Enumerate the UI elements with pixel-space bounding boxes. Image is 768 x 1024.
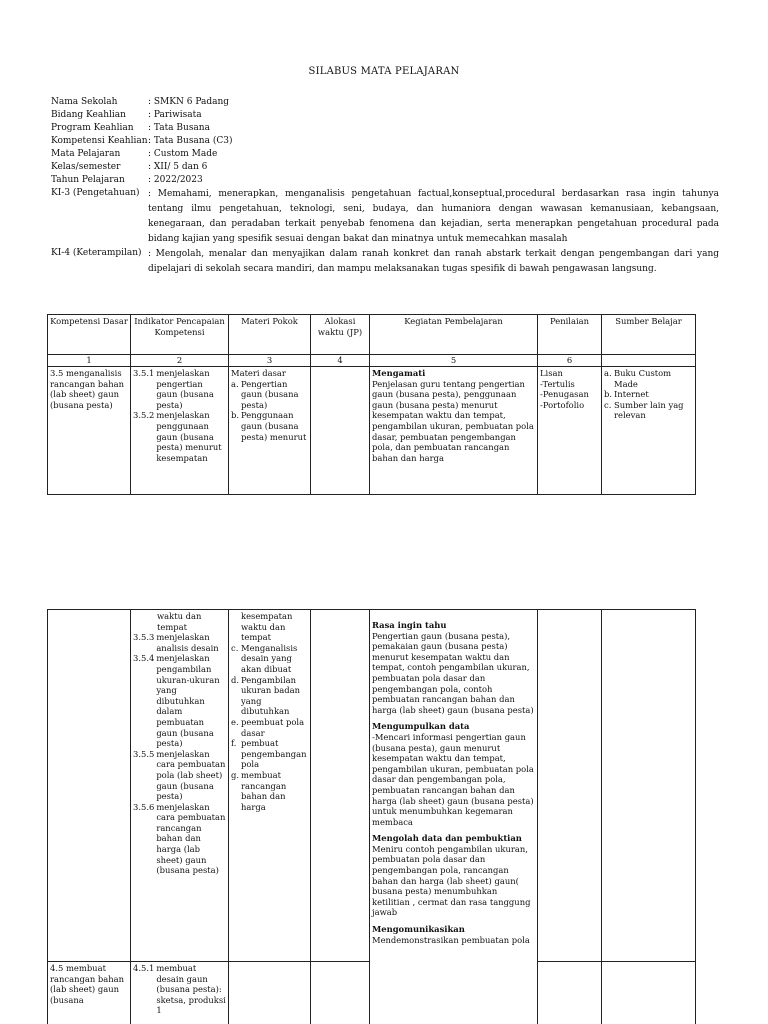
kegiatan-cell bbox=[370, 610, 538, 1024]
document-title: SILABUS MATA PELAJARAN bbox=[308, 66, 460, 77]
kegiatan-section-text: Meniru contoh pengambilan ukuran, pembuatan pola dasar dan pengembangan pola, rancangan bahan dan harga (lab sheet) gaun( busana pesta) menumbuhkan ketilitian , cermat dan rasa tanggung jawab bbox=[372, 843, 531, 918]
sumber-cell bbox=[602, 610, 696, 962]
alokasi-cell bbox=[311, 610, 370, 962]
header-sumber-belajar: Sumber Belajar bbox=[602, 315, 696, 355]
list-item bbox=[604, 368, 693, 389]
sumber-list bbox=[604, 368, 693, 421]
indicator-item bbox=[133, 749, 226, 802]
column-number bbox=[602, 355, 696, 367]
kd-cell bbox=[48, 610, 131, 962]
header-indikator: Indikator Pencapaian Kompetensi bbox=[131, 315, 229, 355]
table-row bbox=[48, 367, 696, 495]
indicator-number: 4.5.1 bbox=[133, 963, 155, 973]
list-text: Pengertian gaun (busana pesta) bbox=[241, 378, 299, 410]
meta-label: Kelas/semester bbox=[51, 162, 121, 172]
list-item bbox=[231, 410, 308, 442]
alokasi-cell bbox=[311, 367, 370, 495]
kegiatan-cell bbox=[370, 367, 538, 495]
indicator-text: menjelaskan cara pembuatan pola (lab sheet) gaun (busana pesta) bbox=[156, 748, 226, 802]
ki4-value: : Mengolah, menalar dan menyajikan dalam ranah konkret dan ranah abstark terkait dengan pengembangan dari yang dipelajari di sekolah secara mandiri, dan mampu melaksanakan tugas spesifik di bawah pengawasan langsung. bbox=[148, 249, 719, 274]
syllabus-table-continued bbox=[47, 609, 696, 1024]
meta-label: Bidang Keahlian bbox=[51, 110, 126, 120]
table-header-row bbox=[48, 315, 696, 355]
ki4-label: KI-4 (Keterampilan) bbox=[51, 248, 142, 258]
list-item bbox=[231, 717, 308, 738]
indicator-item bbox=[133, 410, 226, 463]
list-item bbox=[231, 379, 308, 411]
materi-continuation: kesempatan waktu dan tempat bbox=[241, 611, 293, 643]
meta-row bbox=[51, 96, 719, 109]
list-text: Pengambilan ukuran badan yang dibutuhkan bbox=[241, 674, 301, 717]
indicator-number: 3.5.4 bbox=[133, 653, 155, 664]
indicator-text: menjelaskan analisis desain bbox=[156, 632, 219, 653]
ki3-value: : Memahami, menerapkan, menganalisis pengetahuan factual,konseptual,procedural berdasarkan rasa ingin tahunya tentang ilmu pengetahuan, teknologi, seni, budaya, dan humaniora dengan wawasan kemanusiaan, kebangsaan, kenegaraan, dan peradaban terkait penyebab fenomena dan kejadian, serta menerapkan pengetahuan procedural pada bidang kajian yang spesifik sesuai dengan bakat dan minatnya untuk memecahkan masalah bbox=[148, 189, 719, 244]
materi-list bbox=[231, 379, 308, 443]
kegiatan-section-text: Mendemonstrasikan pembuatan pola bbox=[372, 934, 530, 945]
meta-value: : Pariwisata bbox=[148, 110, 202, 120]
materi-cell bbox=[229, 962, 311, 1024]
header-kompetensi-dasar: Kompetensi Dasar bbox=[48, 315, 131, 355]
indicator-text: menjelaskan cara pembuatan rancangan bahan dan harga (lab sheet) gaun (busana pesta) bbox=[156, 801, 226, 876]
list-item bbox=[231, 770, 308, 812]
list-text: Sumber lain yag relevan bbox=[614, 399, 684, 421]
header-kegiatan: Kegiatan Pembelajaran bbox=[370, 315, 538, 355]
meta-label: Mata Pelajaran bbox=[51, 149, 121, 159]
column-number: 4 bbox=[311, 355, 370, 367]
meta-value: : Custom Made bbox=[148, 149, 218, 159]
materi-intro: Materi dasar bbox=[231, 368, 286, 378]
penilaian-item: Lisan bbox=[540, 368, 563, 378]
alokasi-cell bbox=[311, 962, 370, 1024]
list-marker: g. bbox=[231, 769, 240, 780]
kegiatan-title: Mengamati bbox=[372, 368, 426, 378]
meta-value: : Tata Busana (C3) bbox=[148, 136, 233, 146]
column-number-row bbox=[48, 355, 696, 367]
meta-row bbox=[51, 135, 719, 148]
materi-list bbox=[231, 643, 308, 813]
meta-row bbox=[51, 148, 719, 161]
header-penilaian: Penilaian bbox=[538, 315, 602, 355]
meta-value: : SMKN 6 Padang bbox=[148, 97, 230, 107]
penilaian-cell bbox=[538, 610, 602, 962]
indicator-text: membuat desain gaun (busana pesta): sketsa, produksi 1 bbox=[156, 963, 226, 1016]
kd-text: 3.5 menganalisis rancangan bahan (lab sheet) gaun (busana pesta) bbox=[50, 368, 125, 410]
meta-value: : 2022/2023 bbox=[148, 175, 203, 185]
list-text: peembuat pola dasar bbox=[241, 716, 305, 738]
list-text: membuat rancangan bahan dan harga bbox=[241, 769, 287, 812]
indicator-number: 3.5.6 bbox=[133, 801, 155, 812]
indicator-item bbox=[133, 802, 226, 876]
indicator-continuation: waktu dan tempat bbox=[157, 611, 202, 632]
list-marker: a. bbox=[231, 378, 239, 389]
header-materi-pokok: Materi Pokok bbox=[229, 315, 311, 355]
list-marker: f. bbox=[231, 738, 237, 749]
column-number: 5 bbox=[370, 355, 538, 367]
indicator-number: 3.5.5 bbox=[133, 748, 155, 759]
syllabus-table bbox=[47, 314, 696, 495]
indicator-number: 3.5.1 bbox=[133, 368, 155, 378]
list-item bbox=[604, 389, 693, 400]
sumber-cell bbox=[602, 367, 696, 495]
list-marker: c. bbox=[604, 399, 612, 410]
list-marker: b. bbox=[604, 389, 613, 400]
meta-label: Program Keahlian bbox=[51, 123, 134, 133]
meta-value: : XII/ 5 dan 6 bbox=[148, 162, 208, 172]
kegiatan-section-title: Mengolah data dan pembuktian bbox=[372, 833, 522, 844]
indicator-number: 3.5.2 bbox=[133, 410, 155, 421]
indicator-text: menjelaskan pengambilan ukuran-ukuran yang dibutuhkan dalam pembuatan gaun (busana pesta) bbox=[156, 653, 220, 749]
meta-row bbox=[51, 161, 719, 174]
list-item bbox=[231, 738, 308, 770]
materi-cell bbox=[229, 610, 311, 962]
meta-row bbox=[51, 122, 719, 135]
indicator-item bbox=[133, 368, 226, 410]
penilaian-cell bbox=[538, 367, 602, 495]
header-alokasi-waktu: Alokasi waktu (JP) bbox=[311, 315, 370, 355]
syllabus-meta bbox=[51, 96, 719, 277]
list-text: pembuat pengembangan pola bbox=[241, 738, 307, 770]
kegiatan-section-title: Mengomunikasikan bbox=[372, 924, 465, 935]
indicator-cell bbox=[131, 962, 229, 1024]
list-text: Penggunaan gaun (busana pesta) menurut bbox=[241, 410, 307, 442]
kd-cell bbox=[48, 962, 131, 1024]
list-item bbox=[604, 400, 693, 421]
kegiatan-section-title: Rasa ingin tahu bbox=[372, 620, 447, 630]
list-item bbox=[231, 643, 308, 675]
penilaian-cell bbox=[538, 962, 602, 1024]
penilaian-item: -Portofolio bbox=[540, 399, 585, 410]
indicator-number: 3.5.3 bbox=[133, 632, 155, 643]
list-marker: d. bbox=[231, 674, 240, 685]
kd-text: 4.5 membuat rancangan bahan (lab sheet) gaun (busana bbox=[50, 963, 125, 1005]
indicator-item bbox=[133, 963, 226, 1016]
column-number: 1 bbox=[48, 355, 131, 367]
kd-cell bbox=[48, 367, 131, 495]
indicator-text: menjelaskan penggunaan gaun (busana pesta) menurut kesempatan bbox=[156, 410, 222, 463]
penilaian-item: -Tertulis bbox=[540, 378, 575, 389]
column-number: 2 bbox=[131, 355, 229, 367]
list-text: Buku Custom Made bbox=[614, 368, 672, 389]
materi-cell bbox=[229, 367, 311, 495]
column-number: 6 bbox=[538, 355, 602, 367]
indicator-cell bbox=[131, 367, 229, 495]
list-item bbox=[231, 675, 308, 717]
kegiatan-section-text: Pengertian gaun (busana pesta), pemakaian gaun (busana pesta) menurut kesempatan waktu dan tempat, contoh pengambilan ukuran, pembuatan pola dasar dan pengembangan pola, contoh pembuatan rancangan bahan dan harga (lab sheet) gaun (busana pesta) bbox=[372, 630, 534, 715]
sumber-cell bbox=[602, 962, 696, 1024]
indicator-text: menjelaskan pengertian gaun (busana pesta) bbox=[156, 368, 214, 410]
list-marker: b. bbox=[231, 410, 240, 421]
table-row bbox=[48, 610, 696, 962]
ki4-row bbox=[51, 247, 719, 277]
penilaian-item: -Penugasan bbox=[540, 389, 589, 400]
indicator-cell bbox=[131, 610, 229, 962]
kegiatan-section-title: Mengumpulkan data bbox=[372, 721, 470, 732]
indicator-item bbox=[133, 632, 226, 653]
meta-label: Kompetensi Keahlian bbox=[51, 136, 148, 146]
meta-row bbox=[51, 174, 719, 187]
meta-value: : Tata Busana bbox=[148, 123, 210, 133]
kegiatan-section-text: -Mencari informasi pengertian gaun (busana pesta), gaun menurut kesempatan waktu dan tempat, pengambilan ukuran, pembuatan pola dasar dan pengembangan pola, pembuatan rancangan bahan dan harga (lab sheet) gaun (busana pesta) untuk menumbuhkan kegemaran membaca bbox=[372, 731, 534, 827]
column-number: 3 bbox=[229, 355, 311, 367]
list-text: Internet bbox=[614, 389, 649, 400]
meta-label: Tahun Pelajaran bbox=[51, 175, 125, 185]
meta-label: Nama Sekolah bbox=[51, 97, 118, 107]
list-marker: c. bbox=[231, 642, 239, 653]
list-marker: e. bbox=[231, 716, 239, 727]
ki3-row bbox=[51, 187, 719, 247]
list-text: Menganalisis desain yang akan dibuat bbox=[241, 642, 298, 674]
meta-row bbox=[51, 109, 719, 122]
ki3-label: KI-3 (Pengetahuan) bbox=[51, 188, 140, 198]
indicator-item bbox=[133, 653, 226, 748]
list-marker: a. bbox=[604, 368, 612, 378]
kegiatan-text: Penjelasan guru tentang pengertian gaun (busana pesta), penggunaan gaun (busana pesta) menurut kesempatan waktu dan tempat, pengambilan ukuran, pembuatan pola dasar, pembuatan pengembangan pola, dan pembuatan rancangan bahan dan harga bbox=[372, 378, 534, 463]
